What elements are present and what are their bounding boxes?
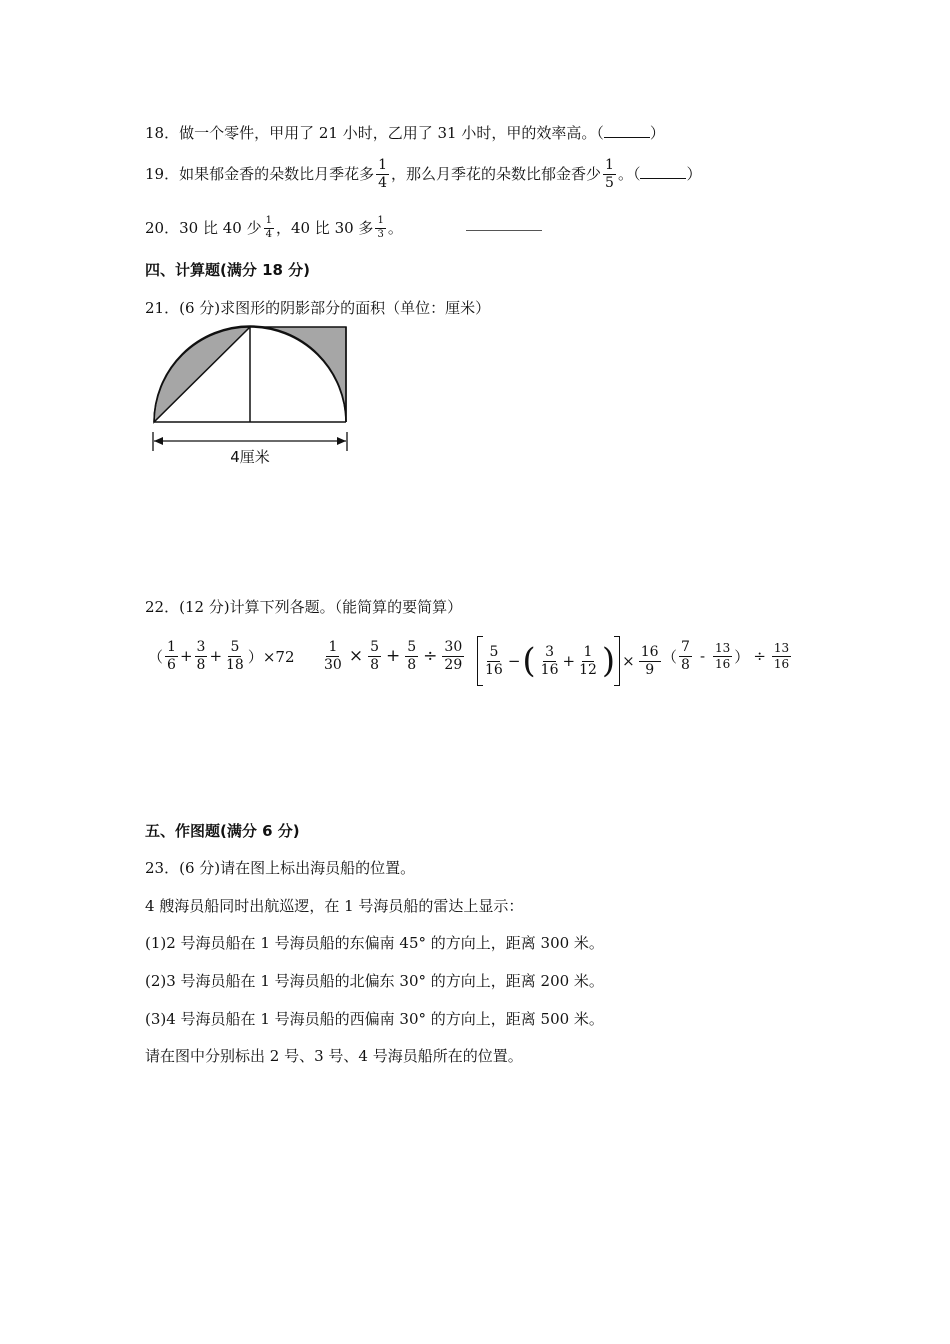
- section-title-5: 五、作图题(满分 6 分): [145, 822, 300, 840]
- expression-1: （ $\frac{1}{6}$ + $\frac{3}{8}$ + $\frac{5}{18}$ ）×72: [148, 639, 295, 673]
- question-23-item-3: (3)4 号海员船在 1 号海员船的西偏南 30° 的方向上，距离 500 米。: [145, 1010, 604, 1028]
- question-22: 22．(12 分)计算下列各题。（能简算的要简算）: [145, 598, 463, 616]
- question-23-item-2: (2)3 号海员船在 1 号海员船的北偏东 30° 的方向上，距离 200 米。: [145, 972, 604, 990]
- dimension-label: 4厘米: [230, 448, 270, 466]
- section-title-4: 四、计算题(满分 18 分): [145, 261, 311, 279]
- question-19: 19．如果郁金香的朵数比月季花多 $\frac{1}{4}$ ，那么月季花的朵数比郁金香少 $\frac{1}{5}$ 。（ ）: [145, 157, 702, 191]
- answer-line[interactable]: [466, 230, 542, 231]
- question-21: 21．(6 分)求图形的阴影部分的面积（单位：厘米）: [145, 299, 491, 317]
- answer-blank[interactable]: [604, 129, 650, 138]
- expression-4: （ $\frac{7}{8}$ - $\frac{13}{16}$ ） ÷ $\frac{13}{16}$: [662, 639, 790, 673]
- question-23-item-1: (1)2 号海员船在 1 号海员船的东偏南 45° 的方向上，距离 300 米。: [145, 934, 604, 952]
- shaded-segment: [154, 327, 250, 422]
- expression-2: $\frac{1}{30}$ × $\frac{5}{8}$ + $\frac{5}{8}$ ÷ $\frac{30}{29}$: [324, 639, 463, 673]
- fraction: $\frac{1}{3}$: [377, 215, 384, 240]
- question-23-end: 请在图中分别标出 2 号、3 号、4 号海员船所在的位置。: [145, 1047, 523, 1065]
- question-18: 18．做一个零件，甲用了 21 小时，乙用了 31 小时，甲的效率高。（ ）: [145, 124, 665, 142]
- question-23: 23．(6 分)请在图上标出海员船的位置。: [145, 859, 416, 877]
- question-23-intro: 4 艘海员船同时出航巡逻，在 1 号海员船的雷达上显示：: [145, 897, 524, 915]
- fraction: $\frac{1}{4}$: [378, 157, 388, 191]
- fraction: $\frac{1}{5}$: [605, 157, 614, 191]
- answer-blank[interactable]: [640, 170, 686, 179]
- expression-3: $\frac{5}{16}$ − ( $\frac{3}{16}$ + $\frac{1}{12}$ ) × $\frac{16}{9}$: [477, 636, 663, 686]
- question-20: 20．30 比 40 少 $\frac{1}{4}$ ，40 比 30 多 $\frac{1}{3}$ 。: [145, 215, 403, 240]
- fraction: $\frac{1}{4}$: [265, 215, 272, 240]
- shaded-corner: [250, 327, 346, 422]
- shaded-area-figure: [148, 324, 353, 470]
